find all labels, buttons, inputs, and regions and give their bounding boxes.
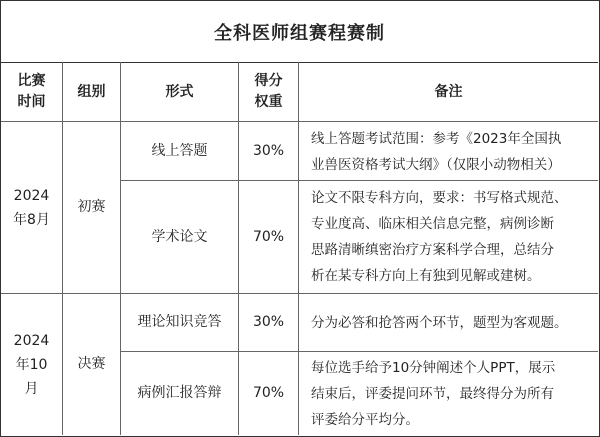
remark-line: 分为必答和抢答两个环节，题型为客观题。: [311, 315, 568, 331]
remark-line: 结束后，评委提问环节，最终得分为所有: [311, 386, 554, 402]
remark-line: 论文不限专科方向，要求：书写格式规范、: [311, 190, 568, 206]
remark-line: 业兽医资格考试大纲》（仅限小动物相关）: [311, 157, 561, 173]
case-defense-weight: 70%: [252, 385, 285, 401]
final-time-line3: 月: [24, 380, 39, 397]
final-group: 决赛: [77, 356, 106, 372]
theory-quiz-format: 理论知识竞答: [137, 314, 222, 330]
final-time-line2: 年10: [15, 356, 48, 373]
final-time-line1: 2024: [13, 332, 50, 349]
header-remarks: 备注: [434, 83, 463, 100]
theory-quiz-remark: [311, 310, 568, 336]
online-quiz-format: 线上答题: [151, 142, 208, 159]
prelim-group: 初赛: [77, 199, 106, 215]
table-title: 全科医师组赛程赛制: [1, 1, 598, 63]
remark-line: 每位选手给予10分钟阐述个人PPT，展示: [311, 360, 556, 376]
online-quiz-weight: 30%: [252, 142, 285, 159]
prelim-time-line2: 年8月: [13, 211, 50, 228]
prelim-time: [1, 122, 62, 293]
paper-format: 学术论文: [151, 228, 208, 245]
header-format: 形式: [165, 83, 194, 100]
header-weight-line1: 得分: [254, 73, 283, 89]
header-time-line1: 比赛: [17, 73, 46, 89]
header-group: 组别: [77, 83, 106, 100]
paper-weight: 70%: [252, 228, 285, 245]
case-defense-remark: [311, 355, 555, 433]
paper-remark: [311, 185, 568, 289]
header-weight: [239, 63, 298, 121]
online-quiz-remark: [311, 126, 561, 178]
case-defense-format: 病例汇报答辩: [137, 385, 222, 401]
remark-line: 思路清晰缜密治疗方案科学合理，总结分: [311, 242, 554, 258]
remark-line: 析在某专科方向上有独到见解或建树。: [311, 268, 541, 284]
remark-line: 评委给分平均分。: [311, 412, 419, 428]
remark-line: 专业度高、临床相关信息完整，病例诊断: [311, 216, 554, 232]
header-time: [1, 63, 62, 121]
theory-quiz-weight: 30%: [252, 314, 285, 330]
final-time: [1, 294, 62, 435]
remark-line: 线上答题考试范围：参考《2023年全国执: [311, 131, 562, 147]
prelim-time-line1: 2024: [13, 187, 50, 204]
header-time-line2: 时间: [17, 94, 46, 110]
header-weight-line2: 权重: [254, 94, 283, 110]
